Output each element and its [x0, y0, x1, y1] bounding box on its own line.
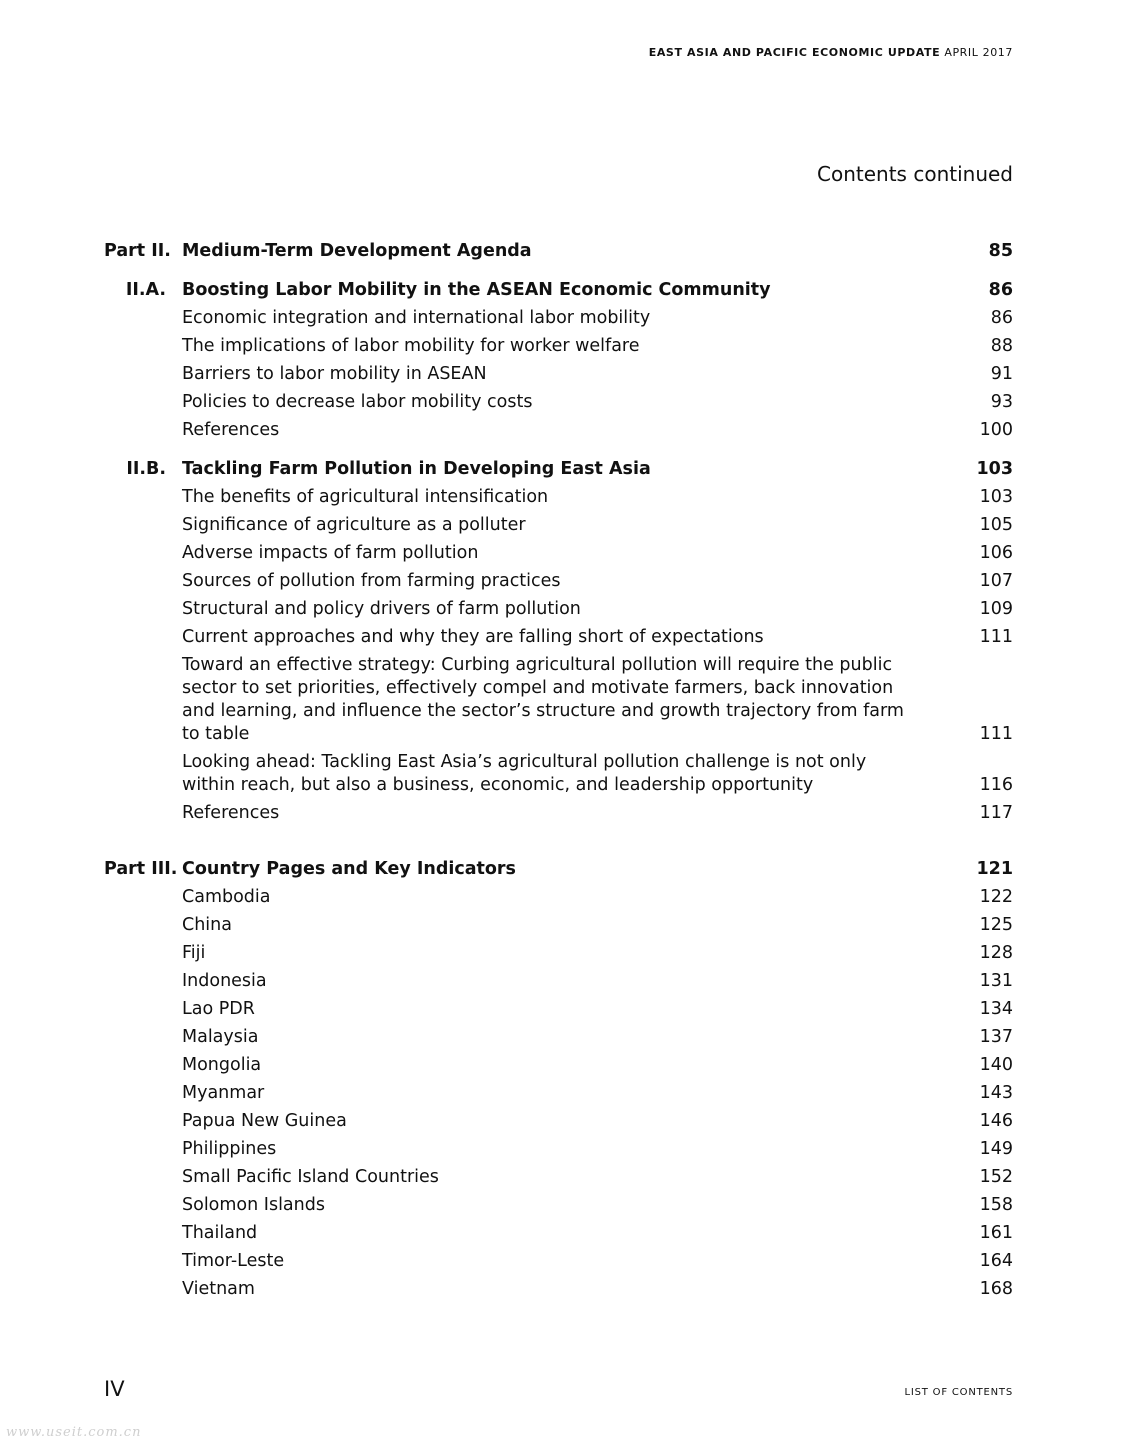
- toc-page-number: 88: [990, 336, 1013, 356]
- toc-item-title: Sources of pollution from farming practices: [182, 571, 561, 591]
- toc-part-title: Country Pages and Key Indicators: [182, 859, 516, 879]
- toc-item-title: Malaysia: [182, 1027, 259, 1047]
- toc-item-title: Solomon Islands: [182, 1195, 325, 1215]
- toc-item[interactable]: [104, 391, 1013, 414]
- toc-item-title: Economic integration and international labor mobility: [182, 308, 651, 328]
- toc-page-number: 111: [979, 724, 1013, 744]
- toc-item[interactable]: [104, 802, 1013, 825]
- toc-page-number: 140: [979, 1055, 1013, 1075]
- toc-item-title: Indonesia: [182, 971, 267, 991]
- toc-item[interactable]: [104, 570, 1013, 593]
- toc-page-number: 149: [979, 1139, 1013, 1159]
- toc-page-number: 158: [979, 1195, 1013, 1215]
- toc-part-number: Part III.: [104, 859, 178, 879]
- toc-item-title: Policies to decrease labor mobility costs: [182, 392, 533, 412]
- toc-item[interactable]: [104, 751, 1013, 797]
- toc-page-number: 116: [979, 775, 1013, 795]
- toc-section-title: Tackling Farm Pollution in Developing East Asia: [182, 459, 651, 479]
- toc-item-title: Fiji: [182, 943, 206, 963]
- toc-page-number: 121: [976, 859, 1013, 879]
- toc-item[interactable]: [104, 486, 1013, 509]
- toc-item[interactable]: [104, 307, 1013, 330]
- toc-item-title: Adverse impacts of farm pollution: [182, 543, 479, 563]
- toc-section-2b[interactable]: [104, 458, 1013, 481]
- toc-page-number: 105: [979, 515, 1013, 535]
- toc-item[interactable]: [104, 1138, 1013, 1161]
- toc-page-number: 168: [979, 1279, 1013, 1299]
- toc-item-title: Barriers to labor mobility in ASEAN: [182, 364, 487, 384]
- toc-item[interactable]: [104, 1110, 1013, 1133]
- toc-item[interactable]: [104, 1166, 1013, 1189]
- toc-item-title: Structural and policy drivers of farm pollution: [182, 599, 581, 619]
- toc-part-3[interactable]: [104, 858, 1013, 881]
- toc-page-number: 86: [990, 308, 1013, 328]
- toc-item[interactable]: [104, 886, 1013, 909]
- toc-page-number: 86: [988, 280, 1013, 300]
- toc-page-number: 125: [979, 915, 1013, 935]
- toc-part-title: Medium-Term Development Agenda: [182, 241, 532, 261]
- toc-item-title: Looking ahead: Tackling East Asia’s agricultural pollution challenge is not only within reach, but also a business, economic, and leadership opportunity: [182, 752, 867, 795]
- toc-page-number: 117: [979, 803, 1013, 823]
- running-head: [649, 46, 1013, 59]
- footer-section-label: LIST OF CONTENTS: [904, 1387, 1013, 1398]
- toc-item-title: Philippines: [182, 1139, 277, 1159]
- toc-item-title: Cambodia: [182, 887, 271, 907]
- toc-item[interactable]: [104, 970, 1013, 993]
- running-head-date: APRIL 2017: [944, 46, 1013, 59]
- toc-page-number: 161: [979, 1223, 1013, 1243]
- toc-item-title: Timor-Leste: [182, 1251, 285, 1271]
- toc-item[interactable]: [104, 514, 1013, 537]
- toc-page-number: 106: [979, 543, 1013, 563]
- toc-section-number: II.B.: [126, 459, 166, 479]
- toc-item-title: Small Pacific Island Countries: [182, 1167, 439, 1187]
- toc-section-title: Boosting Labor Mobility in the ASEAN Economic Community: [182, 280, 771, 300]
- toc-item-title: References: [182, 803, 280, 823]
- toc-page-number: 128: [979, 943, 1013, 963]
- toc-page-number: 122: [979, 887, 1013, 907]
- toc-item-title: Toward an effective strategy: Curbing agricultural pollution will require the public sector to set priorities, effectively compel and motivate farmers, back innovation and learning, and influence the sector’s structure and growth trajectory from farm to table: [182, 655, 904, 744]
- toc-page-number: 152: [979, 1167, 1013, 1187]
- toc-item[interactable]: [104, 419, 1013, 442]
- toc-item[interactable]: [104, 1082, 1013, 1105]
- toc-item-title: References: [182, 420, 280, 440]
- toc-item[interactable]: [104, 1278, 1013, 1301]
- toc-item[interactable]: [104, 654, 1013, 746]
- toc-page-number: 111: [979, 627, 1013, 647]
- watermark: www.useit.com.cn: [6, 1425, 142, 1440]
- toc-item-title: China: [182, 915, 232, 935]
- table-of-contents: [104, 240, 1013, 1306]
- toc-page-number: 91: [990, 364, 1013, 384]
- toc-page-number: 103: [979, 487, 1013, 507]
- toc-item-title: Vietnam: [182, 1279, 255, 1299]
- toc-page-number: 146: [979, 1111, 1013, 1131]
- toc-item-title: The benefits of agricultural intensification: [182, 487, 549, 507]
- toc-page-number: 93: [990, 392, 1013, 412]
- toc-item-title: Papua New Guinea: [182, 1111, 347, 1131]
- toc-item-title: Current approaches and why they are falling short of expectations: [182, 627, 764, 647]
- toc-item[interactable]: [104, 1250, 1013, 1273]
- toc-item-title: Thailand: [182, 1223, 258, 1243]
- toc-item[interactable]: [104, 1222, 1013, 1245]
- toc-page-number: 134: [979, 999, 1013, 1019]
- toc-page-number: 137: [979, 1027, 1013, 1047]
- toc-item[interactable]: [104, 1194, 1013, 1217]
- toc-item[interactable]: [104, 998, 1013, 1021]
- toc-item[interactable]: [104, 542, 1013, 565]
- running-head-publication: EAST ASIA AND PACIFIC ECONOMIC UPDATE: [648, 46, 941, 59]
- footer-page-number: IV: [104, 1377, 125, 1401]
- page-title: Contents continued: [817, 162, 1013, 186]
- toc-page-number: 109: [979, 599, 1013, 619]
- toc-section-2a[interactable]: [104, 279, 1013, 302]
- toc-item[interactable]: [104, 626, 1013, 649]
- toc-item[interactable]: [104, 942, 1013, 965]
- toc-item[interactable]: [104, 914, 1013, 937]
- toc-part-2[interactable]: [104, 240, 1013, 263]
- toc-item-title: Myanmar: [182, 1083, 265, 1103]
- toc-page-number: 107: [979, 571, 1013, 591]
- toc-item[interactable]: [104, 1054, 1013, 1077]
- toc-item[interactable]: [104, 598, 1013, 621]
- toc-item-title: Significance of agriculture as a polluter: [182, 515, 526, 535]
- toc-item-title: The implications of labor mobility for worker welfare: [182, 336, 640, 356]
- toc-item-title: Mongolia: [182, 1055, 262, 1075]
- toc-item[interactable]: [104, 363, 1013, 386]
- toc-page-number: 103: [976, 459, 1013, 479]
- toc-page-number: 143: [979, 1083, 1013, 1103]
- toc-page-number: 131: [979, 971, 1013, 991]
- toc-page-number: 164: [979, 1251, 1013, 1271]
- toc-part-number: Part II.: [104, 241, 171, 261]
- toc-item[interactable]: [104, 335, 1013, 358]
- toc-section-number: II.A.: [125, 280, 166, 300]
- toc-page-number: 85: [988, 241, 1013, 261]
- toc-page-number: 100: [979, 420, 1013, 440]
- toc-item[interactable]: [104, 1026, 1013, 1049]
- toc-item-title: Lao PDR: [182, 999, 255, 1019]
